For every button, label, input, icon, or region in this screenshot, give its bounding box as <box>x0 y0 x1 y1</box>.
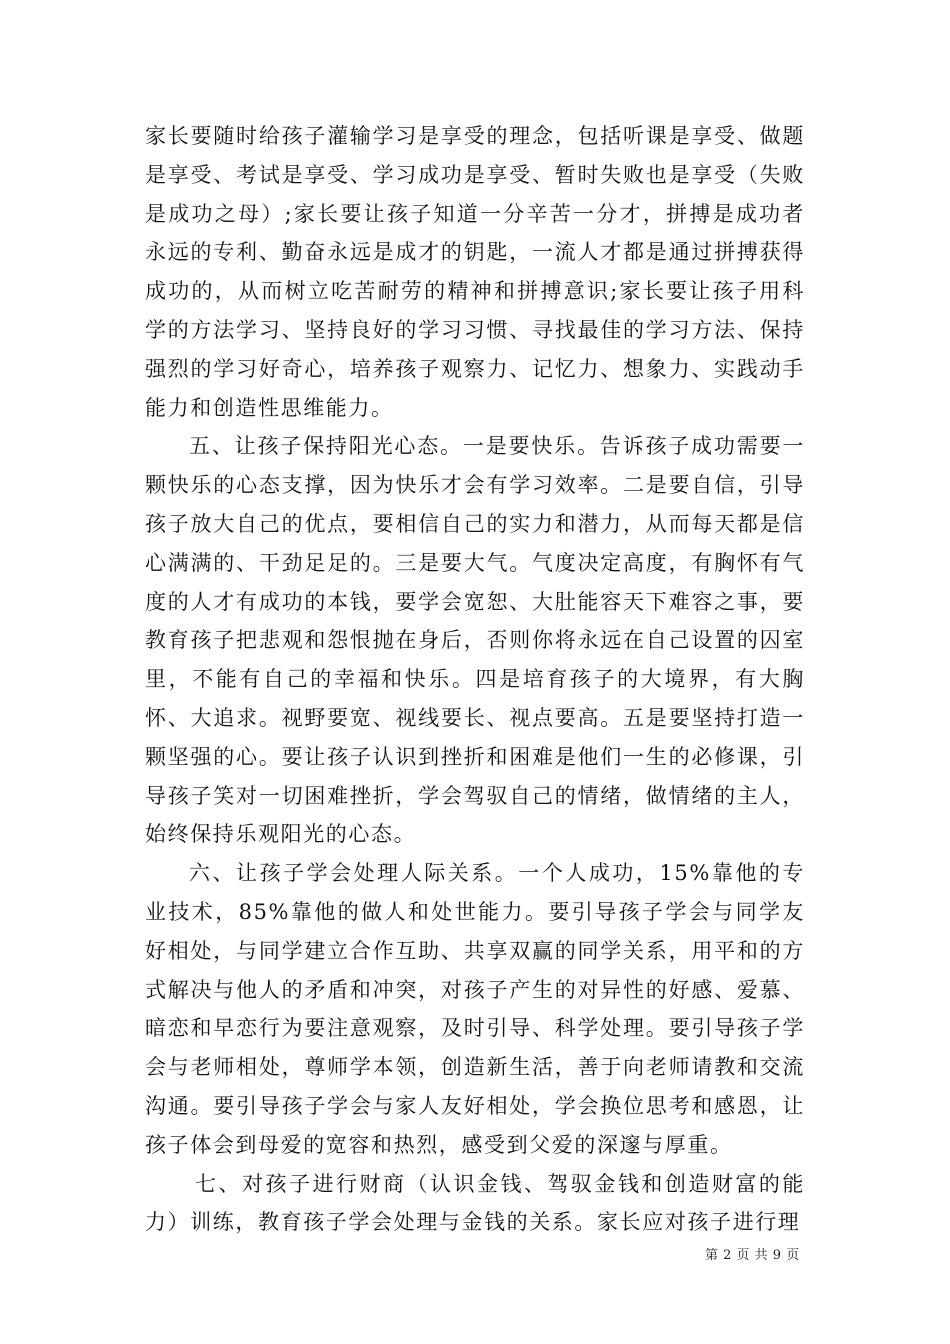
paragraph-1: 家长要随时给孩子灌输学习是享受的理念，包括听课是享受、做题是享受、考试是享受、学习成功是享受、暂时失败也是享受（失败是成功之母）;家长要让孩子知道一分辛苦一分才，拼搏是成功者永远的专利、勤奋永远是成才的钥匙，一流人才都是通过拼搏获得成功的，从而树立吃苦耐劳的精神和拼搏意识;家长要让孩子用科学的方法学习、坚持良好的学习习惯、寻找最佳的学习方法、保持强烈的学习好奇心，培养孩子观察力、记忆力、想象力、实践动手能力和创造性思维能力。 <box>145 124 805 420</box>
document-body <box>145 117 805 1242</box>
paragraph-2: 五、让孩子保持阳光心态。一是要快乐。告诉孩子成功需要一颗快乐的心态支撑，因为快乐才会有学习效率。二是要自信，引导孩子放大自己的优点，要相信自己的实力和潜力，从而每天都是信心满满的、干劲足足的。三是要大气。气度决定高度，有胸怀有气度的人才有成功的本钱，要学会宽恕、大肚能容天下难容之事，要教育孩子把悲观和怨恨抛在身后，否则你将永远在自己设置的囚室里，不能有自己的幸福和快乐。四是培育孩子的大境界，有大胸怀、大追求。视野要宽、视线要长、视点要高。五是要坚持打造一颗坚强的心。要让孩子认识到挫折和困难是他们一生的必修课，引导孩子笑对一切困难挫折，学会驾驭自己的情绪，做情绪的主人，始终保持乐观阳光的心态。 <box>145 434 805 847</box>
page-number: 第 2 页 共 9 页 <box>705 1248 800 1263</box>
paragraph-3: 六、让孩子学会处理人际关系。一个人成功，15%靠他的专业技术，85%靠他的做人和处世能力。要引导孩子学会与同学友好相处，与同学建立合作互助、共享双赢的同学关系，用平和的方式解决与他人的矛盾和冲突，对孩子产生的对异性的好感、爱慕、暗恋和早恋行为要注意观察，及时引导、科学处理。要引导孩子学会与老师相处，尊师学本领，创造新生活，善于向老师请教和交流沟通。要引导孩子学会与家人友好相处，学会换位思考和感恩，让孩子体会到母爱的宽容和热烈，感受到父爱的深邃与厚重。 <box>145 861 805 1157</box>
paragraph-4: 七、对孩子进行财商（认识金钱、驾驭金钱和创造财富的能力）训练，教育孩子学会处理与金钱的关系。家长应对孩子进行理 <box>145 1171 805 1235</box>
